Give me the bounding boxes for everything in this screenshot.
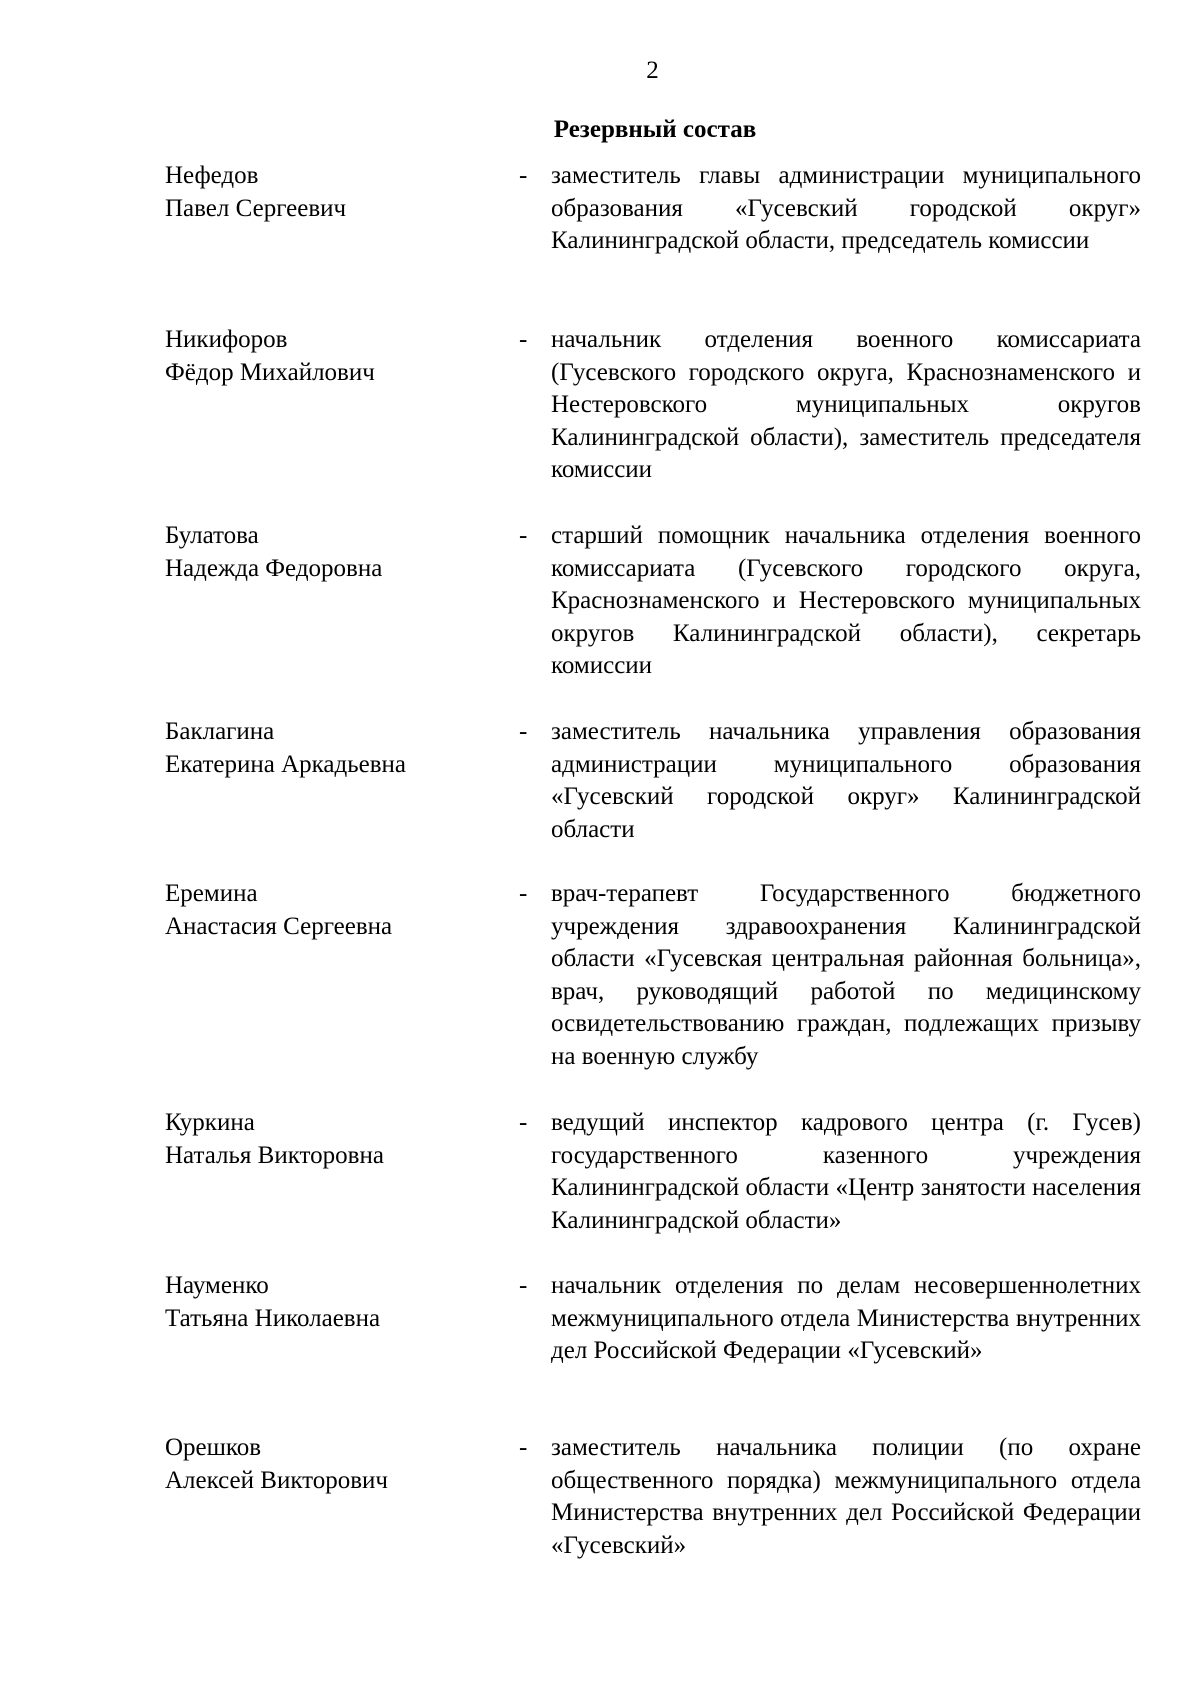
member-dash: - <box>519 326 528 353</box>
member-name <box>165 716 505 781</box>
member-role: заместитель начальника полиции (по охране общественного порядка) межмуниципального отдела Министерства внутренних дел Российской Федерации «Гусевский» <box>551 1434 1141 1559</box>
page-number: 2 <box>646 57 659 84</box>
member-dash: - <box>519 1272 528 1299</box>
member-given-names: Екатерина Аркадьевна <box>165 750 407 778</box>
member-given-names: Алексей Викторович <box>165 1466 388 1494</box>
member-role: старший помощник начальника отделения военного комиссариата (Гусевского городского округа, Краснознаменского и Нестеровского муниципальных округов Калининградской области), секретарь комиссии <box>551 522 1141 679</box>
member-given-names: Надежда Федоровна <box>165 554 383 582</box>
member-dash: - <box>519 718 528 745</box>
member-dash: - <box>519 880 528 907</box>
member-name <box>165 160 505 225</box>
member-role: врач-терапевт Государственного бюджетного учреждения здравоохранения Калининградской области «Гусевская центральная районная больница», врач, руководящий работой по медицинскому освидетельствованию граждан, подлежащих призыву на военную службу <box>551 880 1141 1070</box>
member-surname: Булатова <box>165 522 259 549</box>
section-title: Резервный состав <box>553 116 757 143</box>
member-surname: Науменко <box>165 1272 269 1299</box>
member-role: начальник отделения по делам несовершеннолетних межмуниципального отдела Министерства внутренних дел Российской Федерации «Гусевский» <box>551 1272 1141 1364</box>
member-dash: - <box>519 522 528 549</box>
member-role: заместитель главы администрации муниципального образования «Гусевский городской округ» Калининградской области, председатель комиссии <box>551 162 1141 254</box>
member-surname: Баклагина <box>165 718 275 745</box>
member-name <box>165 1270 505 1335</box>
member-name <box>165 324 505 389</box>
member-surname: Нефедов <box>165 162 259 189</box>
member-name <box>165 1107 505 1172</box>
member-given-names: Павел Сергеевич <box>165 194 347 222</box>
member-given-names: Анастасия Сергеевна <box>165 912 393 940</box>
member-name <box>165 878 505 943</box>
member-dash: - <box>519 1109 528 1136</box>
member-given-names: Фёдор Михайлович <box>165 358 375 386</box>
member-role: ведущий инспектор кадрового центра (г. Гусев) государственного казенного учреждения Калининградской области «Центр занятости населения Калининградской области» <box>551 1109 1141 1234</box>
member-role: начальник отделения военного комиссариата (Гусевского городского округа, Краснознаменского и Нестеровского муниципальных округов Калининградской области), заместитель председателя комиссии <box>551 326 1141 483</box>
member-surname: Орешков <box>165 1434 262 1461</box>
member-name <box>165 1432 505 1497</box>
member-given-names: Наталья Викторовна <box>165 1141 384 1169</box>
member-dash: - <box>519 162 528 189</box>
member-surname: Никифоров <box>165 326 288 353</box>
member-dash: - <box>519 1434 528 1461</box>
member-given-names: Татьяна Николаевна <box>165 1304 381 1332</box>
member-surname: Еремина <box>165 880 258 907</box>
member-surname: Куркина <box>165 1109 255 1136</box>
member-name <box>165 520 505 585</box>
member-role: заместитель начальника управления образования администрации муниципального образования «Гусевский городской округ» Калининградской области <box>551 718 1141 843</box>
